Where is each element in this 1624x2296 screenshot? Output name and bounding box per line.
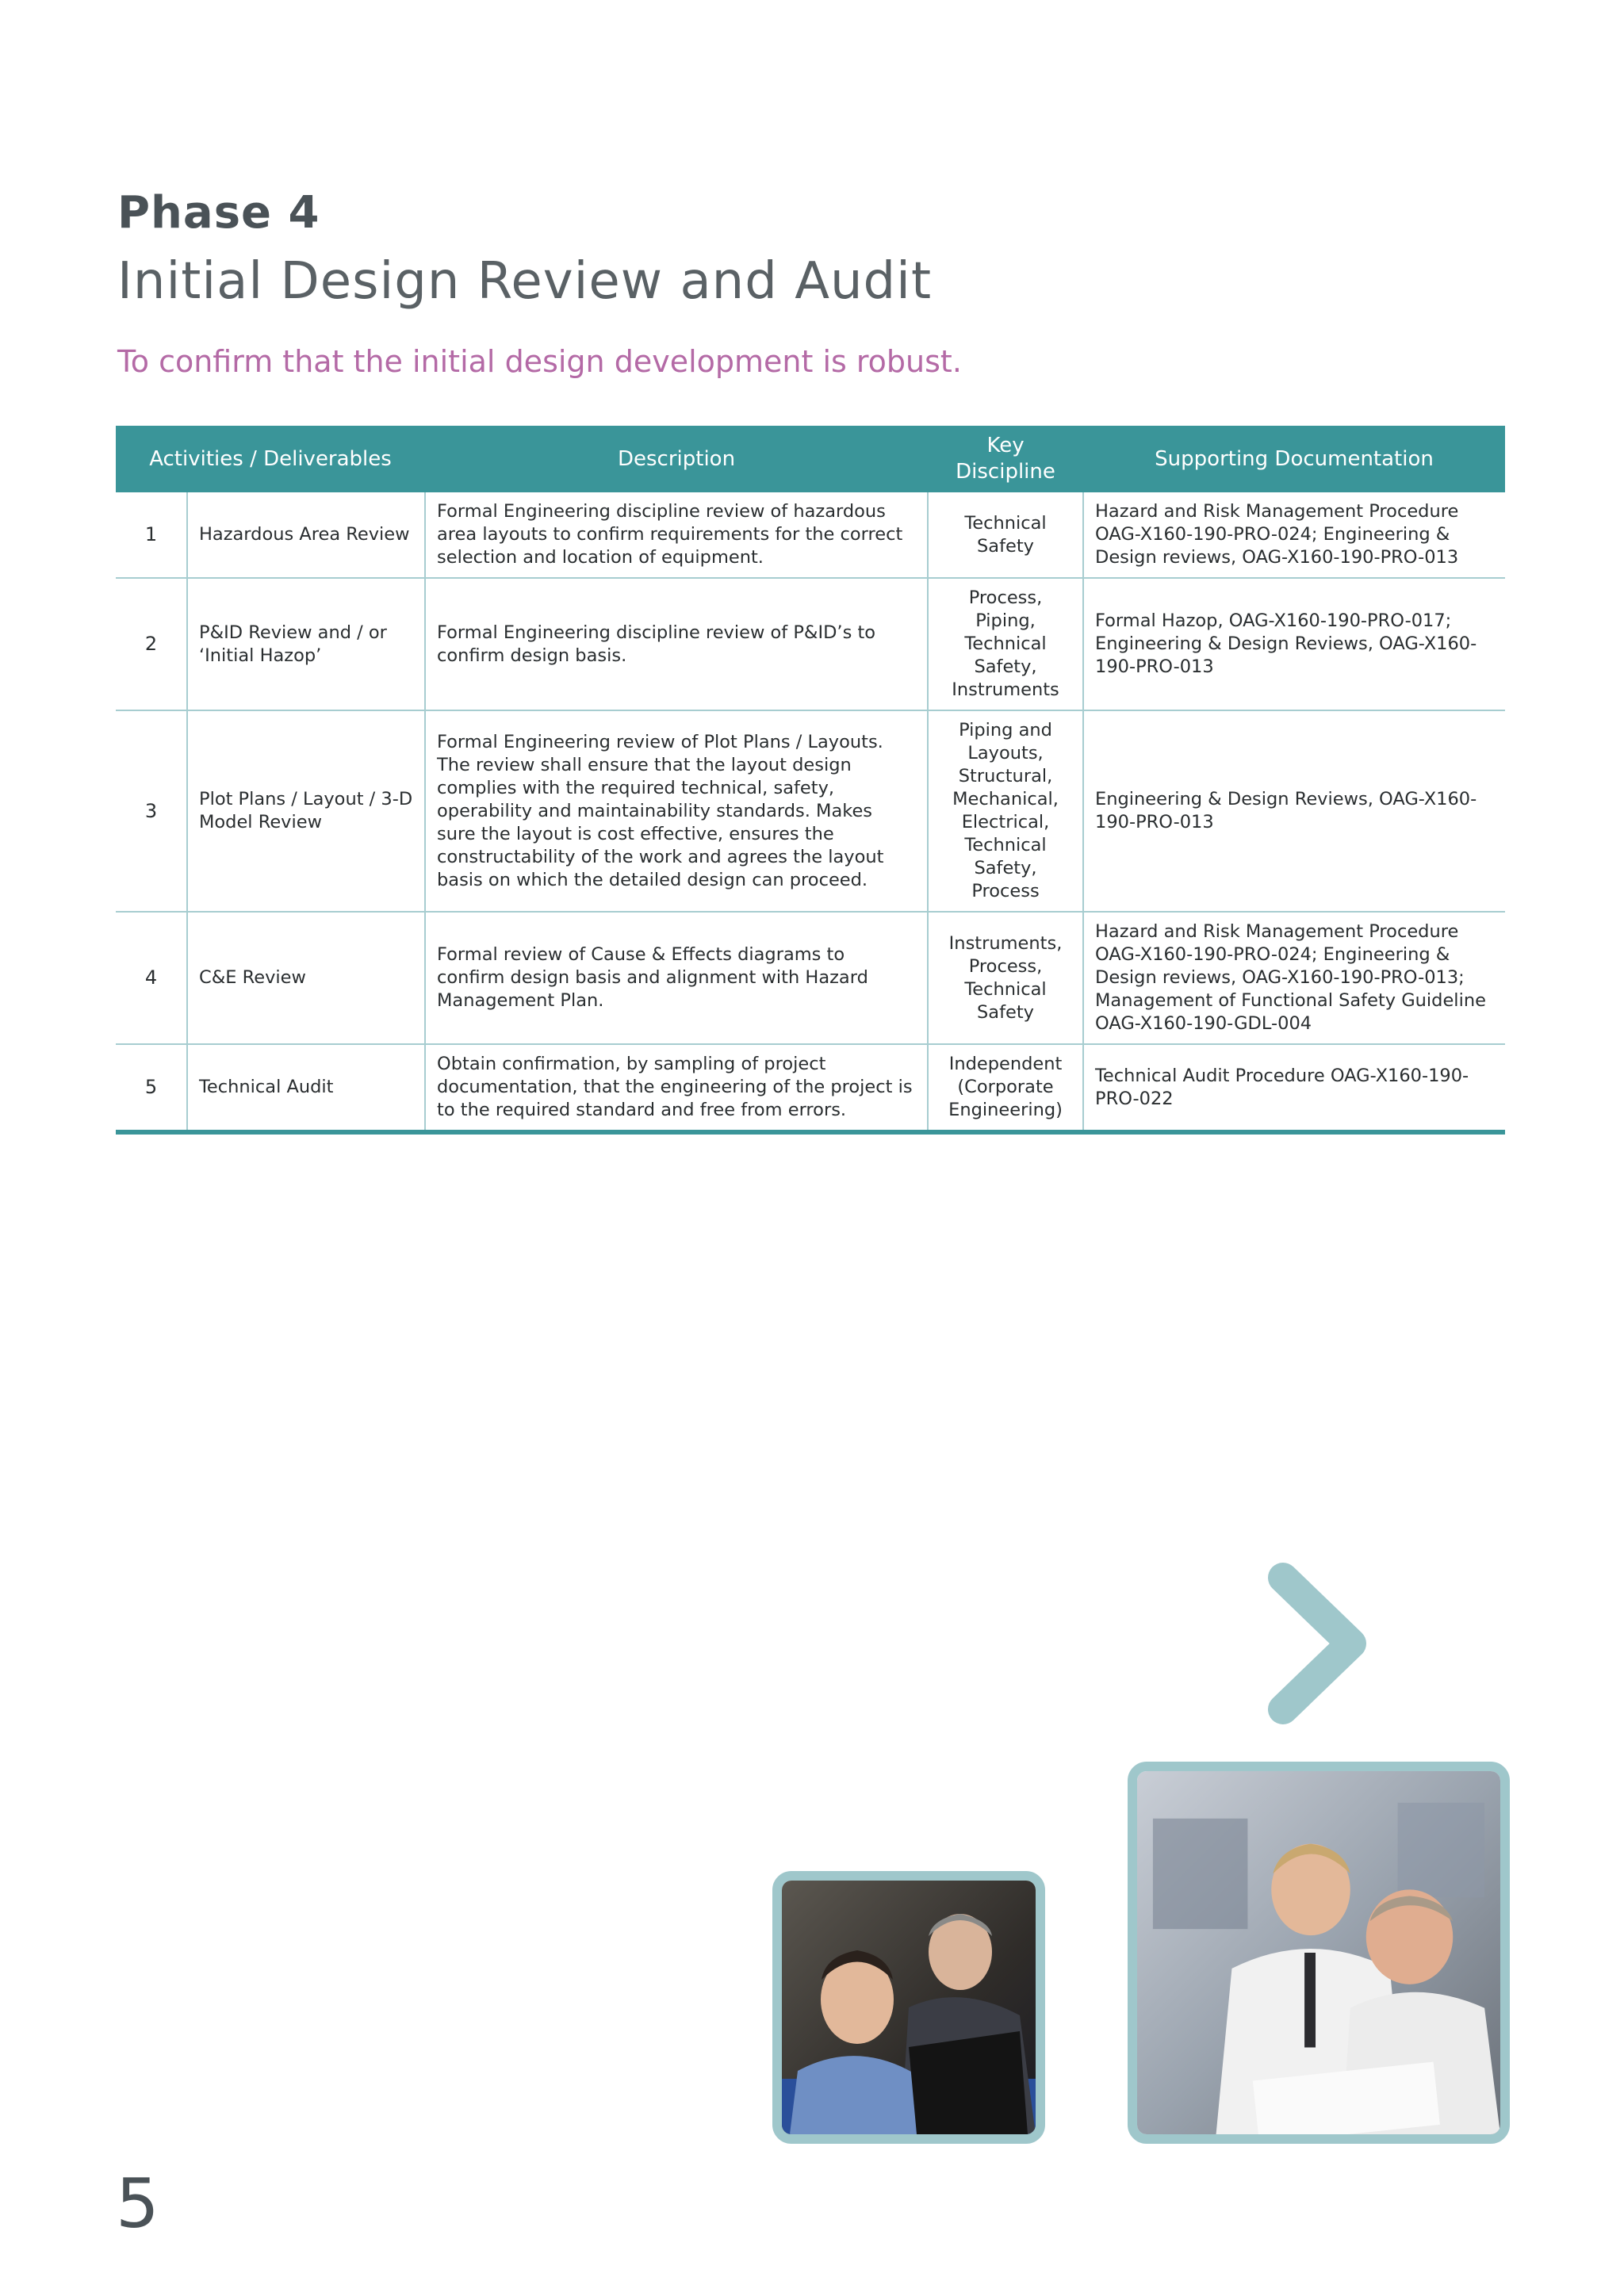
row-number: 3 xyxy=(116,710,187,912)
table-row xyxy=(116,578,1505,710)
engineers-at-monitor-photo xyxy=(772,1871,1045,2144)
activity-cell: Technical Audit xyxy=(187,1044,425,1132)
documentation-cell: Engineering & Design Reviews, OAG-X160-190-PRO-013 xyxy=(1083,710,1505,912)
table-header-row xyxy=(116,426,1505,492)
table-row xyxy=(116,1044,1505,1132)
description-cell: Formal review of Cause & Effects diagrams to confirm design basis and alignment with Hazard Management Plan. xyxy=(425,912,928,1044)
row-number: 1 xyxy=(116,492,187,578)
discipline-cell: Piping and Layouts, Structural, Mechanical, Electrical, Technical Safety, Process xyxy=(928,710,1083,912)
table-row xyxy=(116,492,1505,578)
documentation-cell: Formal Hazop, OAG-X160-190-PRO-017; Engineering & Design Reviews, OAG-X160-190-PRO-013 xyxy=(1083,578,1505,710)
table-row xyxy=(116,912,1505,1044)
phase-label: Phase 4 xyxy=(117,187,320,239)
documentation-cell: Hazard and Risk Management Procedure OAG-X160-190-PRO-024; Engineering & Design reviews, OAG-X160-190-PRO-013; Management of Functional Safety Guideline OAG-X160-190-GDL-004 xyxy=(1083,912,1505,1044)
page-number: 5 xyxy=(116,2164,159,2244)
column-header-discipline: Key Discipline xyxy=(928,426,1083,492)
activity-cell: Hazardous Area Review xyxy=(187,492,425,578)
description-cell: Formal Engineering discipline review of P&ID’s to confirm design basis. xyxy=(425,578,928,710)
activity-cell: P&ID Review and / or ‘Initial Hazop’ xyxy=(187,578,425,710)
page-title: Initial Design Review and Audit xyxy=(117,252,933,311)
discipline-cell: Instruments, Process, Technical Safety xyxy=(928,912,1083,1044)
activities-table-container xyxy=(116,426,1505,1135)
column-header-description: Description xyxy=(425,426,928,492)
discipline-cell: Process, Piping, Technical Safety, Instruments xyxy=(928,578,1083,710)
documentation-cell: Technical Audit Procedure OAG-X160-190-PRO-022 xyxy=(1083,1044,1505,1132)
description-cell: Formal Engineering review of Plot Plans / Layouts. The review shall ensure that the layout design complies with the required technical, safety, operability and maintainability standards. Makes sure the layout is cost effective, ensures the constructability of the work and agrees the layout basis on which the detailed design can proceed. xyxy=(425,710,928,912)
table-row xyxy=(116,710,1505,912)
documentation-cell: Hazard and Risk Management Procedure OAG-X160-190-PRO-024; Engineering & Design reviews, OAG-X160-190-PRO-013 xyxy=(1083,492,1505,578)
activity-cell: Plot Plans / Layout / 3-D Model Review xyxy=(187,710,425,912)
row-number: 4 xyxy=(116,912,187,1044)
row-number: 2 xyxy=(116,578,187,710)
phase-goal: To confirm that the initial design development is robust. xyxy=(117,344,962,379)
chevron-right-icon xyxy=(1266,1560,1377,1727)
column-header-activities: Activities / Deliverables xyxy=(116,426,425,492)
column-header-docs: Supporting Documentation xyxy=(1083,426,1505,492)
activity-cell: C&E Review xyxy=(187,912,425,1044)
activities-table xyxy=(116,426,1505,1135)
engineers-reviewing-documents-photo xyxy=(1128,1762,1510,2144)
discipline-cell: Technical Safety xyxy=(928,492,1083,578)
description-cell: Formal Engineering discipline review of hazardous area layouts to confirm requirements for the correct selection and location of equipment. xyxy=(425,492,928,578)
row-number: 5 xyxy=(116,1044,187,1132)
discipline-cell: Independent (Corporate Engineering) xyxy=(928,1044,1083,1132)
description-cell: Obtain confirmation, by sampling of project documentation, that the engineering of the project is to the required standard and free from errors. xyxy=(425,1044,928,1132)
